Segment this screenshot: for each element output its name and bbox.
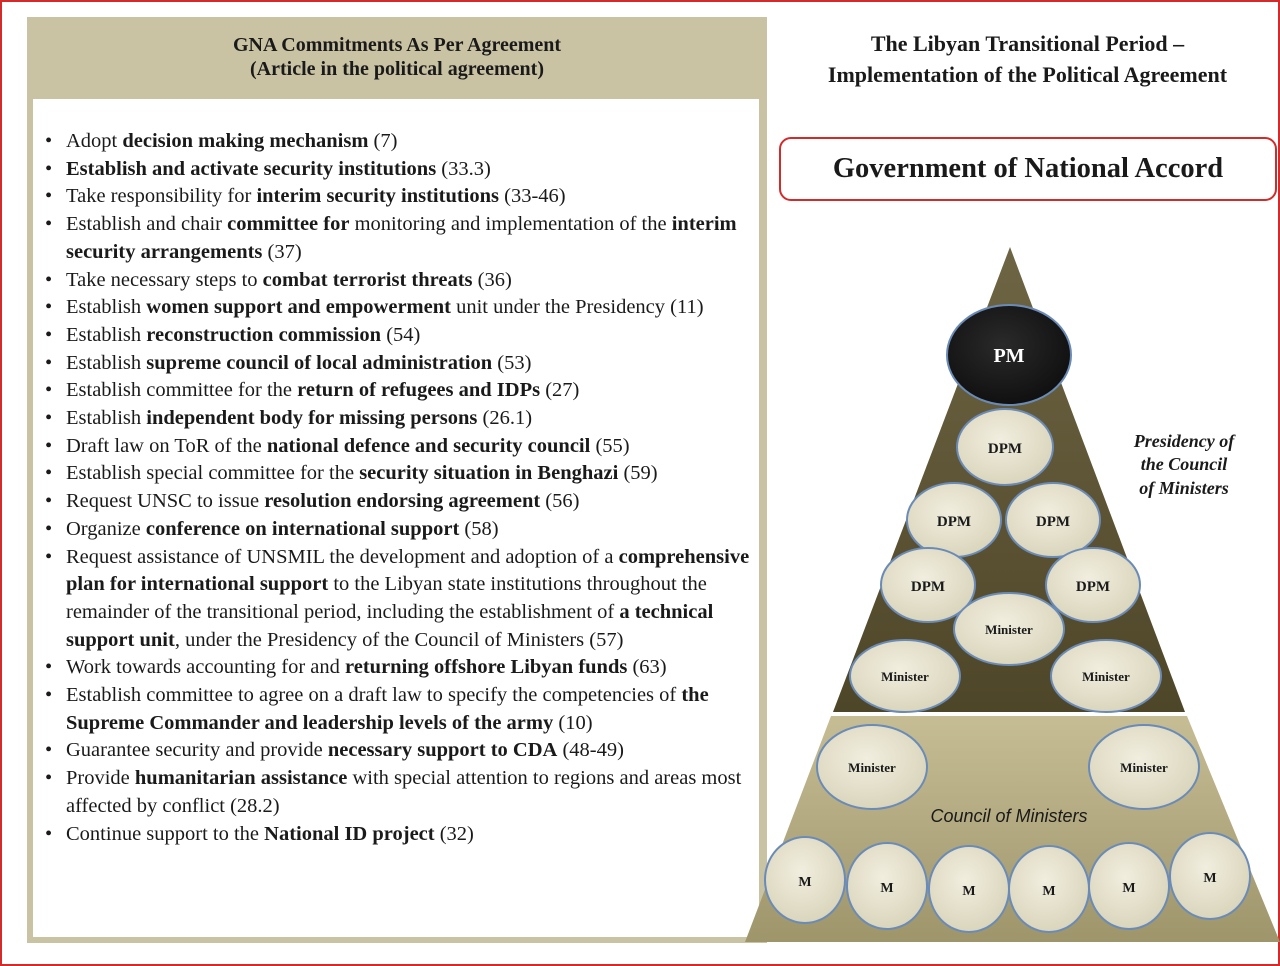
commitment-emphasis: committee for [227, 213, 350, 236]
commitment-text: Request assistance of UNSMIL the development and adoption of a [66, 545, 619, 568]
m-node [1009, 846, 1089, 932]
m-node [929, 846, 1009, 932]
commitment-emphasis: decision making mechanism [122, 130, 369, 152]
m-node [765, 837, 845, 923]
minister-node [817, 725, 927, 809]
commitment-text: Establish [66, 296, 147, 319]
m-label: M [1122, 881, 1136, 896]
commitment-emphasis: women support and empowerment [146, 296, 451, 319]
commitment-text: monitoring and implementation of the [349, 213, 672, 236]
commitment-text: (58) [459, 517, 499, 540]
commitment-text: Establish [66, 323, 147, 346]
commitment-emphasis: National ID project [264, 822, 435, 845]
commitment-text: Establish [66, 351, 147, 374]
m-label: M [1203, 871, 1217, 886]
commitment-text: (7) [368, 130, 398, 152]
dpm-node [1006, 483, 1100, 557]
commitment-emphasis: combat terrorist threats [262, 268, 473, 291]
commitment-text: Request UNSC to issue [66, 490, 265, 513]
commitment-emphasis: return of refugees and IDPs [297, 379, 541, 402]
commitment-emphasis: humanitarian assistance [134, 767, 348, 790]
dpm-label: DPM [1035, 514, 1071, 530]
commitment-text: Provide [66, 767, 135, 790]
minister-label: Minister [1082, 669, 1130, 684]
commitment-text: Take responsibility for [66, 185, 257, 208]
commitment-text: (10) [553, 711, 593, 734]
commitment-text: Continue support to the [66, 822, 265, 845]
pm-label: PM [993, 345, 1025, 367]
minister-node [954, 593, 1064, 665]
dpm-node [957, 409, 1053, 485]
commitment-text: (33-46) [499, 185, 566, 208]
commitment-text: Establish special committee for the [66, 462, 360, 485]
commitment-emphasis: resolution endorsing agreement [264, 490, 541, 513]
dpm-label: DPM [987, 441, 1023, 457]
commitment-emphasis: returning offshore Libyan funds [345, 656, 628, 679]
commitment-text: Establish committee for the [66, 379, 298, 402]
commitment-emphasis: independent body for missing persons [146, 407, 478, 430]
commitment-text: to the Libyan state institutions throughout the remainder of the transitional period, including the establishment of [66, 573, 707, 623]
commitment-text: Draft law on ToR of the [66, 434, 267, 457]
gna-title: Government of National Accord [832, 153, 1224, 184]
m-node [1170, 833, 1250, 919]
commitment-text: (63) [627, 656, 667, 679]
commitment-text: Establish and chair [66, 213, 228, 236]
commitment-text: Adopt [66, 130, 123, 152]
commitment-emphasis: security situation in Benghazi [359, 462, 619, 485]
diagram-title-line2: Implementation of the Political Agreement [827, 62, 1228, 87]
commitment-text: Work towards accounting for and [66, 656, 346, 679]
minister-label: Minister [881, 669, 929, 684]
commitment-text: Guarantee security and provide [66, 739, 328, 762]
commitment-text: (27) [540, 379, 580, 402]
commitment-text: (32) [434, 822, 474, 845]
commitment-text: (37) [262, 240, 302, 263]
commitment-text: (26.1) [477, 407, 533, 430]
commitment-text: with special attention to regions and areas most affected by conflict (28.2) [66, 767, 742, 817]
commitment-emphasis: necessary support to CDA [327, 739, 558, 762]
commitment-emphasis: interim security arrangements [66, 213, 737, 263]
commitment-emphasis: the Supreme Commander and leadership levels of the army [66, 684, 709, 734]
minister-node [1089, 725, 1199, 809]
commitment-emphasis: a technical support unit [66, 600, 714, 651]
minister-node [1051, 640, 1161, 712]
commitment-emphasis: comprehensive plan for international support [66, 545, 750, 596]
commitment-text: Establish committee to agree on a draft law to specify the competencies of [66, 684, 682, 707]
m-label: M [1042, 884, 1056, 899]
m-node [1089, 843, 1169, 929]
commitment-text: Take necessary steps to [66, 268, 263, 291]
commitment-emphasis: interim security institutions [256, 185, 500, 208]
commitment-emphasis: supreme council of local administration [146, 351, 493, 374]
presidency-label-line1: Presidency of [1133, 431, 1235, 451]
minister-label: Minister [985, 622, 1033, 637]
diagram-title-line1: The Libyan Transitional Period – [870, 31, 1185, 56]
commitment-text: (53) [492, 351, 532, 374]
dpm-label: DPM [910, 579, 946, 595]
commitment-text: (54) [381, 323, 421, 346]
commitment-text: Establish [66, 407, 147, 430]
dpm-label: DPM [1075, 579, 1111, 595]
commitment-emphasis: reconstruction commission [146, 323, 382, 346]
dpm-node [907, 483, 1001, 557]
commitment-emphasis: Establish and activate security institutions [66, 157, 437, 180]
commitment-emphasis: conference on international support [145, 517, 460, 540]
m-label: M [962, 884, 976, 899]
commitment-text: unit under the Presidency (11) [450, 296, 704, 319]
minister-label: Minister [848, 760, 896, 775]
commitment-text: (36) [472, 268, 512, 291]
presidency-label-line3: of Ministers [1139, 478, 1229, 498]
m-label: M [798, 875, 812, 890]
commitment-text: Organize [66, 517, 146, 540]
dpm-node [1046, 548, 1140, 622]
commitments-subtitle: (Article in the political agreement) [250, 58, 544, 80]
m-label: M [880, 881, 894, 896]
minister-label: Minister [1120, 760, 1168, 775]
commitment-text: (48-49) [557, 739, 624, 762]
minister-node [850, 640, 960, 712]
commitment-text: (33.3) [436, 157, 491, 180]
commitment-text: (55) [590, 434, 630, 457]
commitment-text: , under the Presidency of the Council of Ministers (57) [174, 628, 624, 651]
council-of-ministers-label: Council of Ministers [930, 806, 1088, 826]
m-node [847, 843, 927, 929]
pm-node [947, 305, 1071, 405]
dpm-label: DPM [936, 514, 972, 530]
commitment-emphasis: national defence and security council [266, 434, 591, 457]
commitment-text: (59) [618, 462, 658, 485]
commitments-title: GNA Commitments As Per Agreement [232, 34, 562, 56]
commitment-text: (56) [540, 490, 580, 513]
presidency-label-line2: the Council [1140, 454, 1228, 474]
